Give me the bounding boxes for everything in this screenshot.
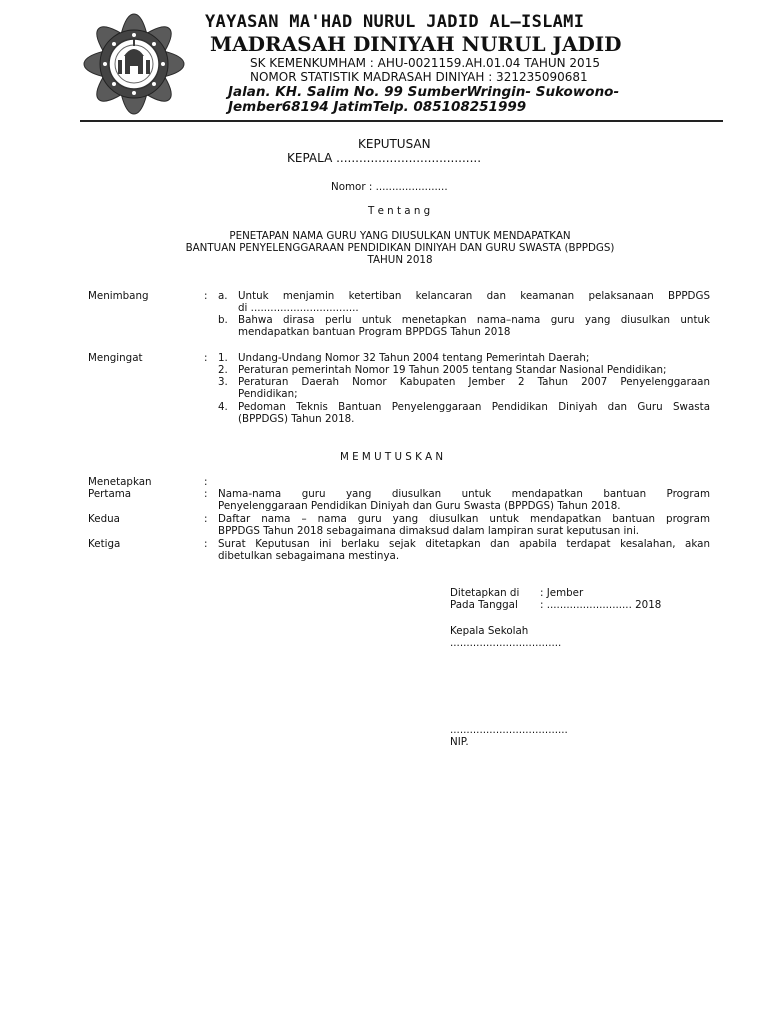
ketiga-text-2: dibetulkan sebagaimana mestinya.: [218, 550, 400, 562]
kedua-text-1: Daftar nama – nama guru yang diusulkan untuk mendapatkan bantuan program: [218, 513, 710, 525]
menimbang-a-text-1: Untuk menjamin ketertiban kelancaran dan keamanan pelaksanaan BPPDGS: [238, 290, 710, 302]
foundation-name: YAYASAN MA'HAD NURUL JADID AL–ISLAMI: [205, 12, 585, 32]
menimbang-label: Menimbang: [88, 290, 149, 302]
subject-line-3: TAHUN 2018: [367, 254, 433, 266]
kepala-line: KEPALA ......................................: [287, 151, 482, 165]
mengingat-4-text-2: (BPPDGS) Tahun 2018.: [238, 413, 355, 425]
menimbang-b-mark: b.: [218, 314, 228, 326]
subject-line-2: BANTUAN PENYELENGGARAAN PENDIDIKAN DINIYAH DAN GURU SWASTA (BPPDGS): [185, 242, 615, 254]
pertama-label: Pertama: [88, 488, 132, 500]
mengingat-3-text-2: Pendidikan;: [238, 388, 298, 400]
madrasah-logo: [80, 10, 188, 118]
memutuskan-heading: M E M U T U S K A N: [340, 451, 444, 463]
signer-role: Kepala Sekolah: [450, 625, 529, 637]
ditetapkan-value: : Jember: [540, 587, 584, 599]
kedua-text-2: BPPDGS Tahun 2018 sebagaimana dimaksud dalam lampiran surat keputusan ini.: [218, 525, 640, 537]
kedua-label: Kedua: [88, 513, 120, 525]
mengingat-4-mark: 4.: [218, 401, 228, 413]
mengingat-2-text: Peraturan pemerintah Nomor 19 Tahun 2005 tentang Standar Nasional Pendidikan;: [238, 364, 667, 376]
subject-line-1: PENETAPAN NAMA GURU YANG DIUSULKAN UNTUK MENDAPATKAN: [229, 230, 571, 242]
mengingat-3-mark: 3.: [218, 376, 228, 388]
address-line-1: Jalan. KH. Salim No. 99 SumberWringin- Sukowono-: [228, 84, 620, 100]
statistic-number: NOMOR STATISTIK MADRASAH DINIYAH : 321235090681: [250, 70, 588, 84]
tentang-heading: T e n t a n g: [368, 205, 431, 217]
tanggal-value: : .......................... 2018: [540, 599, 662, 611]
signer-nip: NIP.: [450, 736, 469, 748]
header-divider: [80, 120, 723, 122]
mengingat-2-mark: 2.: [218, 364, 228, 376]
menimbang-colon: :: [204, 290, 208, 302]
mengingat-colon: :: [204, 352, 208, 364]
pertama-colon: :: [204, 488, 208, 500]
pertama-text-2: Penyelenggaraan Pendidikan Diniyah dan Guru Swasta (BPPDGS) Tahun 2018.: [218, 500, 621, 512]
signer-role-dots: ..................................: [450, 637, 562, 649]
menimbang-a-mark: a.: [218, 290, 228, 302]
mengingat-3-text-1: Peraturan Daerah Nomor Kabupaten Jember 2 Tahun 2007 Penyelenggaraan: [238, 376, 710, 388]
mengingat-label: Mengingat: [88, 352, 143, 364]
menimbang-b-text-1: Bahwa dirasa perlu untuk menetapkan nama–nama guru yang diusulkan untuk: [238, 314, 710, 326]
menimbang-a-text-2: di .................................: [238, 302, 359, 314]
mengingat-1-mark: 1.: [218, 352, 228, 364]
kedua-colon: :: [204, 513, 208, 525]
ditetapkan-label: Ditetapkan di: [450, 587, 520, 599]
menetapkan-label: Menetapkan: [88, 476, 152, 488]
ketiga-colon: :: [204, 538, 208, 550]
sk-number: SK KEMENKUMHAM : AHU-0021159.AH.01.04 TAHUN 2015: [250, 56, 600, 70]
nomor-line: Nomor : ......................: [331, 181, 448, 193]
tanggal-label: Pada Tanggal: [450, 599, 518, 611]
signer-name-dots: ....................................: [450, 724, 568, 736]
ketiga-label: Ketiga: [88, 538, 121, 550]
doc-title: KEPUTUSAN: [358, 137, 431, 151]
address-line-2: Jember68194 JatimTelp. 085108251999: [228, 99, 527, 115]
school-name: MADRASAH DINIYAH NURUL JADID: [210, 32, 622, 56]
ketiga-text-1: Surat Keputusan ini berlaku sejak ditetapkan dan apabila terdapat kesalahan, akan: [218, 538, 710, 550]
menimbang-b-text-2: mendapatkan bantuan Program BPPDGS Tahun 2018: [238, 326, 511, 338]
menetapkan-colon: :: [204, 476, 208, 488]
mengingat-4-text-1: Pedoman Teknis Bantuan Penyelenggaraan Pendidikan Diniyah dan Guru Swasta: [238, 401, 710, 413]
pertama-text-1: Nama-nama guru yang diusulkan untuk mendapatkan bantuan Program: [218, 488, 710, 500]
mengingat-1-text: Undang-Undang Nomor 32 Tahun 2004 tentang Pemerintah Daerah;: [238, 352, 590, 364]
